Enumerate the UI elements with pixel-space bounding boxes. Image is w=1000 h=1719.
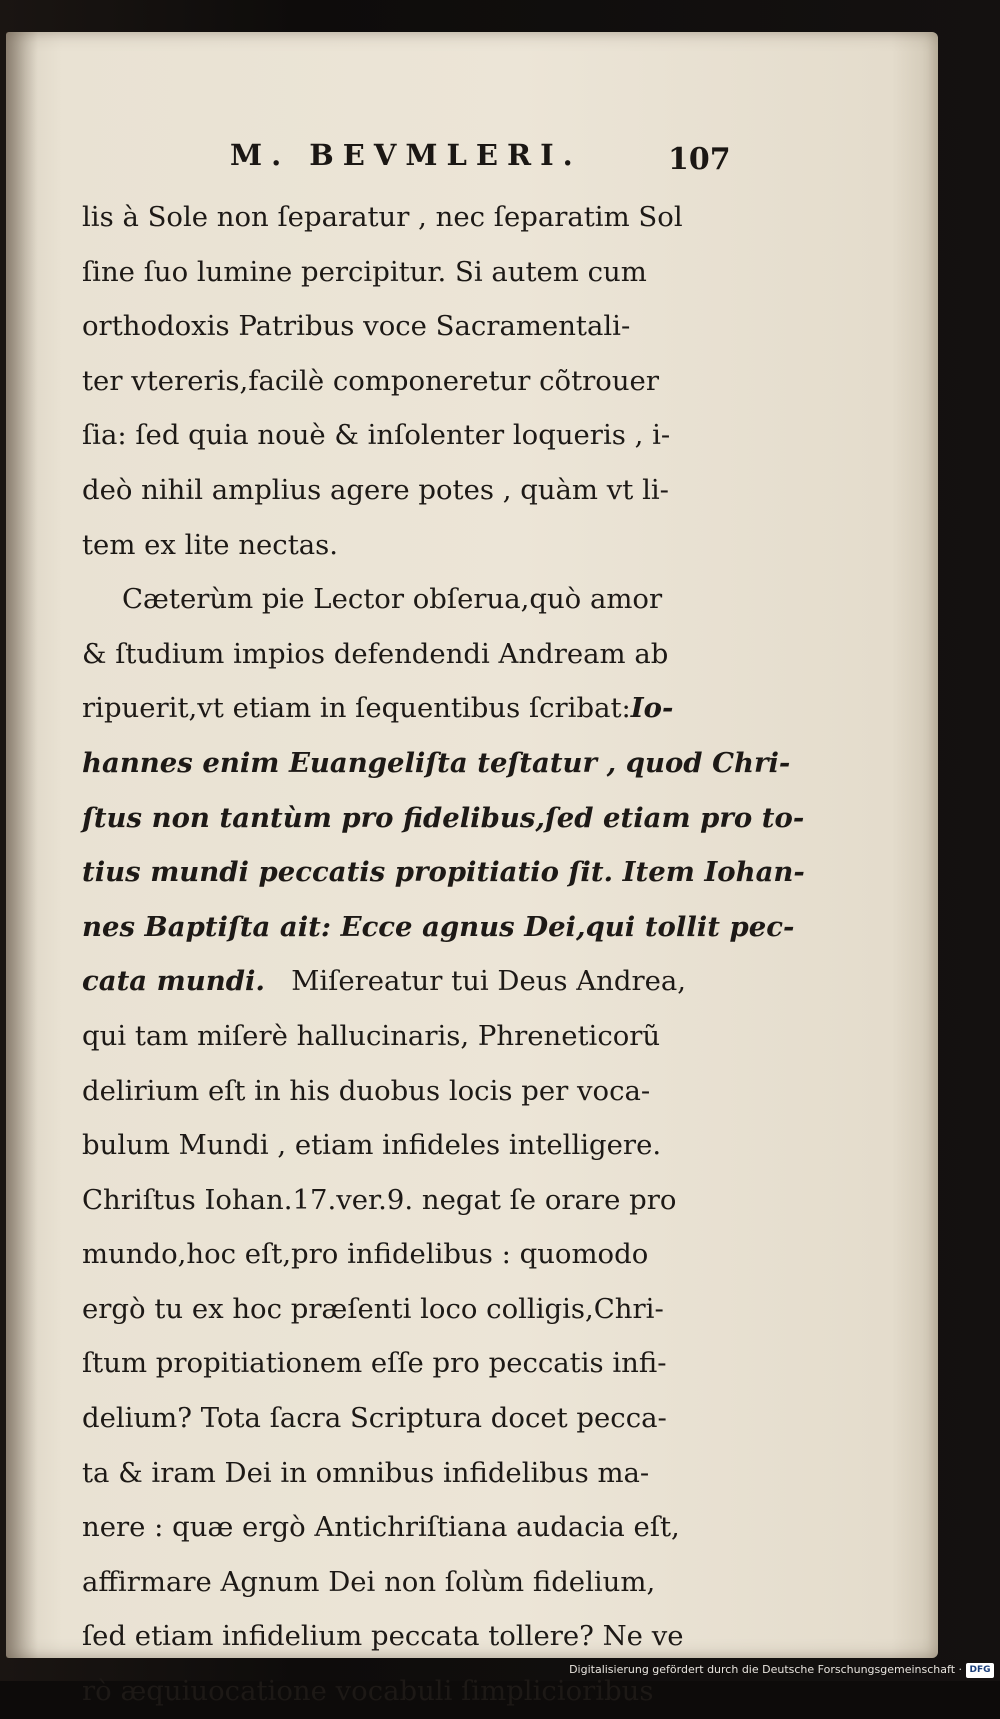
roman-text: ergò tu ex hoc præſenti loco colligis,Chri- [82,1292,664,1325]
roman-text: Chriſtus Iohan.17.ver.9. negat ſe orare pro [82,1183,677,1216]
text-line [82,1173,762,1228]
text-line [82,1064,762,1119]
roman-text: ta & iram Dei in omnibus infidelibus ma- [82,1456,650,1489]
text-line [82,791,805,846]
text-line [82,463,762,518]
italic-quotation: Io- [630,692,674,725]
text-line [82,190,762,245]
text-line [82,354,762,409]
text-line [82,572,762,627]
text-line [82,408,762,463]
text-line [82,1609,762,1664]
text-line [82,845,805,900]
roman-text: ſtum propitiationem eſſe pro peccatis infi- [82,1347,667,1380]
running-head [220,138,740,188]
text-line [82,1227,762,1282]
italic-quotation: nes Baptiſta ait: Ecce agnus Dei,qui tollit pec- [82,910,795,943]
text-line [82,1118,762,1173]
italic-quotation: cata mundi. [82,965,265,998]
roman-text: ripuerit,vt etiam in ſequentibus ſcribat: [82,692,631,725]
italic-quotation: ſtus non tantùm pro fidelibus,ſed etiam pro to- [82,801,805,834]
text-line [82,1336,762,1391]
text-line [82,245,762,300]
text-line [82,1500,762,1555]
roman-text: ter vtereris,facilè componeretur cõtrouer [82,364,659,397]
roman-text: tem ex lite nectas. [82,528,339,561]
text-line [82,900,795,955]
roman-text: ſine ſuo lumine percipitur. Si autem cum [82,255,647,288]
text-line [82,299,762,354]
text-line [82,627,762,682]
page-number: 107 [668,142,731,177]
text-line [82,736,791,791]
funding-credit: Digitalisierung gefördert durch die Deutsche Forschungsgemeinschaft · [569,1663,962,1676]
text-line [82,1009,762,1064]
roman-text: affirmare Agnum Dei non ſolùm fidelium, [82,1565,656,1598]
roman-text: nere : quæ ergò Antichriſtiana audacia eſt, [82,1511,680,1544]
text-line [82,518,762,573]
text-line [82,1282,762,1337]
roman-text: qui tam miſerè hallucinaris, Phreneticorũ [82,1019,661,1052]
running-head-title: M. BEVMLERI. [230,138,582,172]
roman-text: mundo,hoc eſt,pro infidelibus : quomodo [82,1238,649,1271]
roman-text: ſed etiam infidelium peccata tollere? Ne ve [82,1620,684,1653]
roman-text: deò nihil amplius agere potes , quàm vt li- [82,473,669,506]
roman-text: & ſtudium impios defendendi Andream ab [82,637,669,670]
page-gutter-shade [6,32,38,1658]
italic-quotation: tius mundi peccatis propitiatio ſit. Item Iohan- [82,856,805,889]
text-line [82,1555,762,1610]
roman-text: orthodoxis Patribus voce Sacramentali- [82,310,631,343]
roman-text: bulum Mundi , etiam infideles intelligere. [82,1129,662,1162]
digitization-footer [0,1662,1000,1681]
roman-text: Cæterùm pie Lector obſerua,quò amor [122,583,663,616]
roman-text: ſia: ſed quia nouè & inſolenter loqueris , i- [82,419,671,452]
roman-text: rò æquiuocatione vocabuli ſimplicioribus [82,1675,654,1708]
roman-text: Miſereatur tui Deus Andrea, [265,965,687,998]
text-line [82,954,762,1009]
roman-text: lis à Sole non ſeparatur , nec ſeparatim Sol [82,201,683,233]
text-line [82,1391,762,1446]
dfg-logo: DFG [966,1663,994,1678]
text-line [82,681,762,736]
italic-quotation: hannes enim Euangeliſta teſtatur , quod Chri- [82,746,791,779]
roman-text: delirium eſt in his duobus locis per voca- [82,1074,651,1107]
text-line [82,1446,762,1501]
roman-text: delium? Tota ſacra Scriptura docet pecca- [82,1402,667,1435]
